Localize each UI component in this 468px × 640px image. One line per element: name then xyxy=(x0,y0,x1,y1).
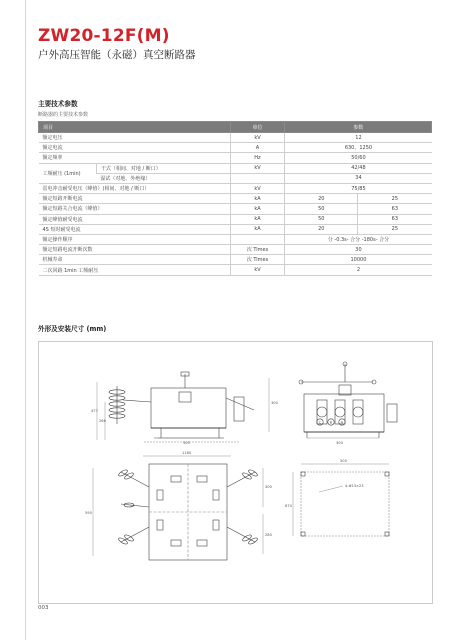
row-item: 额定电流 xyxy=(39,143,231,153)
table-row xyxy=(39,255,432,265)
row-item: 4S 短时耐受电流 xyxy=(39,224,231,234)
row-unit: kA xyxy=(230,224,285,234)
dim-280: 280 xyxy=(265,533,272,537)
table-row xyxy=(39,143,432,153)
row-unit: kA xyxy=(230,214,285,224)
phase-c-label: C xyxy=(318,420,322,425)
row-unit: kV xyxy=(230,133,285,143)
table-row xyxy=(39,183,432,193)
row-subitem: 湿试（对地、外绝缘） xyxy=(96,173,230,183)
row-value: 42/48 xyxy=(285,163,432,173)
side-view xyxy=(299,362,397,438)
table-row xyxy=(39,245,432,255)
row-unit: 次 Times xyxy=(230,245,285,255)
top-view xyxy=(93,456,263,560)
row-value: 分 -0.3s- 合分 -180s- 合分 xyxy=(285,234,432,244)
row-unit xyxy=(230,173,285,183)
dim-300-b: 300 xyxy=(336,441,343,445)
row-item: 额定短路电流开断次数 xyxy=(39,245,231,255)
row-value: 2 xyxy=(285,265,432,275)
tech-params-note: 断路器的主要技术参数 xyxy=(38,112,89,118)
row-item: 额定短路关合电流（峰值） xyxy=(39,204,231,214)
row-item: 工频耐压 (1min) xyxy=(39,163,97,183)
dim-500: 500 xyxy=(340,459,347,463)
col-header-item: 项目 xyxy=(39,122,231,133)
row-unit: kV xyxy=(230,265,285,275)
row-value: 630、1250 xyxy=(285,143,432,153)
mounting-plan xyxy=(293,464,389,536)
row-unit: A xyxy=(230,143,285,153)
phase-b-label: B xyxy=(329,420,333,425)
dim-1180: 1180 xyxy=(182,451,192,455)
row-item: 额定操作顺序 xyxy=(39,234,231,244)
row-value-2: 25 xyxy=(358,194,432,204)
table-row xyxy=(39,153,432,163)
row-value: 10000 xyxy=(285,255,432,265)
dimension-drawing xyxy=(38,341,433,604)
table-row xyxy=(39,173,432,183)
dim-300-c: 300 xyxy=(265,485,272,489)
table-row xyxy=(39,163,432,173)
row-value-1: 20 xyxy=(285,194,358,204)
product-model-title: ZW20-12F(M) xyxy=(38,26,170,46)
row-item: 雷电冲击耐受电压（峰值）(相间、对地 / 断口） xyxy=(39,183,231,193)
row-item: 额定电压 xyxy=(39,133,231,143)
row-value-2: 63 xyxy=(358,204,432,214)
table-row xyxy=(39,234,432,244)
row-item: 机械寿命 xyxy=(39,255,231,265)
tech-params-heading: 主要技术参数 xyxy=(38,100,78,108)
row-value-2: 25 xyxy=(358,224,432,234)
product-subtitle: 户外高压智能（永磁）真空断路器 xyxy=(38,49,196,61)
mounting-hole-spec: 4-Φ13×23 xyxy=(345,484,364,488)
row-unit: 次 Times xyxy=(230,255,285,265)
dim-590: 590 xyxy=(85,511,92,515)
dim-505: 505 xyxy=(183,441,190,445)
tech-params-table xyxy=(38,121,432,276)
row-unit xyxy=(230,234,285,244)
dim-477: 477 xyxy=(91,409,98,413)
row-subitem: 干式（相间、对地 / 断口） xyxy=(96,163,230,173)
row-unit: Hz xyxy=(230,153,285,163)
row-item: 额定峰值耐受电流 xyxy=(39,214,231,224)
col-header-value: 参数 xyxy=(285,122,432,133)
row-value-2: 63 xyxy=(358,214,432,224)
table-row xyxy=(39,204,432,214)
drawing-svg xyxy=(39,342,432,603)
row-unit: kA xyxy=(230,194,285,204)
dim-300-a: 300 xyxy=(271,401,278,405)
row-value-1: 50 xyxy=(285,204,358,214)
row-item: 额定短路开断电流 xyxy=(39,194,231,204)
dim-870: 870 xyxy=(285,504,292,508)
row-unit: kV xyxy=(230,163,285,173)
page-number: 003 xyxy=(38,605,49,611)
row-value: 75/85 xyxy=(285,183,432,193)
left-margin-line xyxy=(25,0,26,640)
row-unit: kA xyxy=(230,204,285,214)
row-value: 50/60 xyxy=(285,153,432,163)
row-item: 额定频率 xyxy=(39,153,231,163)
row-item: 二次回路 1min 工频耐压 xyxy=(39,265,231,275)
drawing-heading: 外形及安装尺寸 (mm) xyxy=(38,325,107,333)
row-value: 34 xyxy=(285,173,432,183)
front-view xyxy=(97,372,269,442)
table-row xyxy=(39,224,432,234)
table-row xyxy=(39,265,432,275)
phase-a-label: A xyxy=(340,420,344,425)
table-row xyxy=(39,194,432,204)
row-value-1: 20 xyxy=(285,224,358,234)
table-header-row xyxy=(39,122,432,133)
row-value-1: 50 xyxy=(285,214,358,224)
table-row xyxy=(39,133,432,143)
table-row xyxy=(39,214,432,224)
dim-266: 266 xyxy=(99,419,106,423)
row-unit: kV xyxy=(230,183,285,193)
col-header-unit: 单位 xyxy=(230,122,285,133)
row-value: 30 xyxy=(285,245,432,255)
row-value: 12 xyxy=(285,133,432,143)
